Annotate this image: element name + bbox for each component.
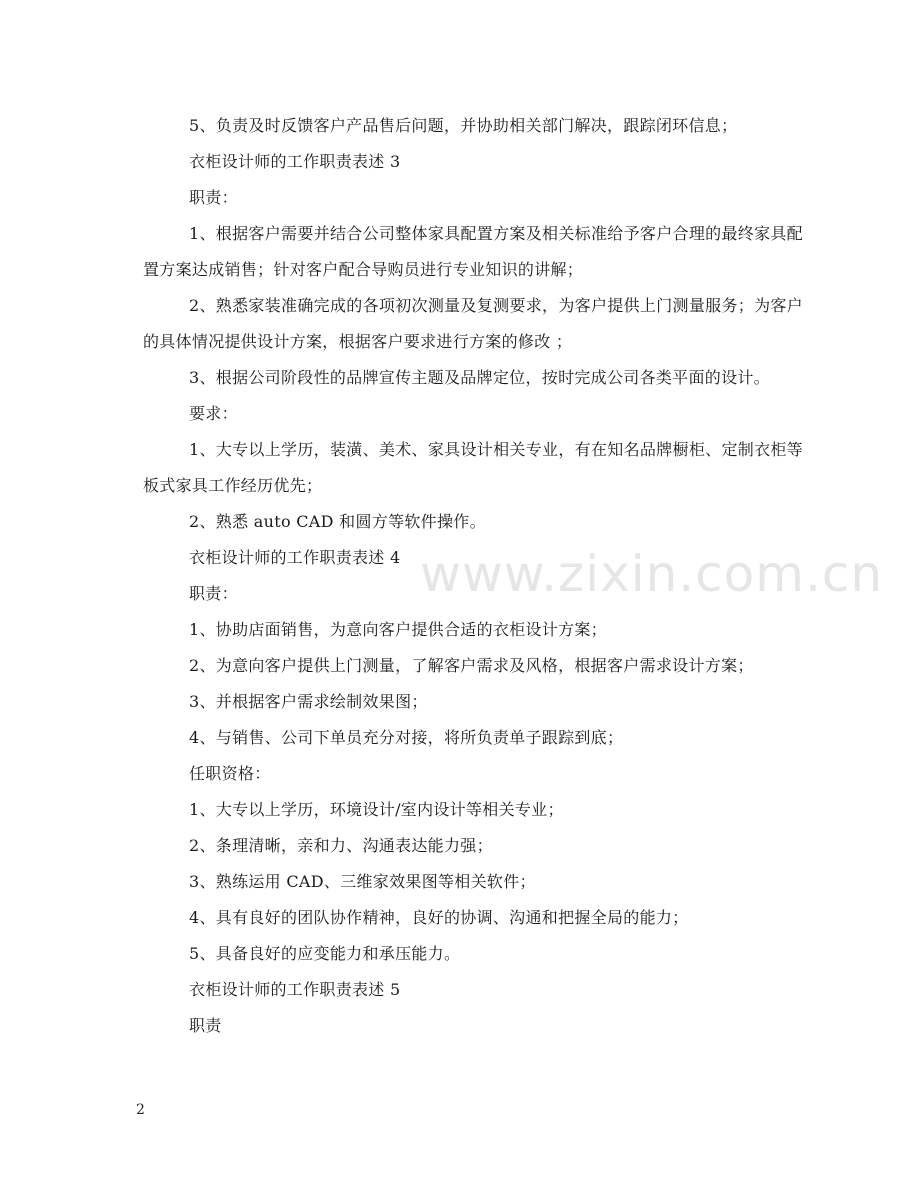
paragraph: 2、熟悉家装准确完成的各项初次测量及复测要求，为客户提供上门测量服务；为客户的具体情况提供设计方案，根据客户要求进行方案的修改 ； bbox=[143, 296, 803, 351]
paragraph: 3、根据公司阶段性的品牌宣传主题及品牌定位，按时完成公司各类平面的设计。 bbox=[189, 368, 770, 387]
section-heading: 衣柜设计师的工作职责表述 5 bbox=[189, 980, 401, 999]
document-body bbox=[143, 108, 803, 1044]
paragraph: 4、具有良好的团队协作精神，良好的协调、沟通和把握全局的能力； bbox=[189, 908, 689, 927]
subheading: 任职资格： bbox=[189, 764, 271, 783]
page-number: 2 bbox=[136, 1102, 145, 1118]
paragraph: 1、大专以上学历，环境设计/室内设计等相关专业； bbox=[189, 800, 564, 819]
paragraph: 5、具备良好的应变能力和承压能力。 bbox=[189, 944, 461, 963]
subheading: 职责 bbox=[189, 1016, 222, 1035]
paragraph: 5、负责及时反馈客户产品售后问题，并协助相关部门解决，跟踪闭环信息； bbox=[189, 116, 738, 135]
subheading: 要求： bbox=[189, 404, 238, 423]
paragraph: 4、与销售、公司下单员充分对接，将所负责单子跟踪到底； bbox=[189, 728, 624, 747]
paragraph: 3、并根据客户需求绘制效果图； bbox=[189, 692, 428, 711]
paragraph: 2、为意向客户提供上门测量，了解客户需求及风格，根据客户需求设计方案； bbox=[189, 656, 754, 675]
subheading: 职责： bbox=[189, 584, 238, 603]
paragraph: 1、协助店面销售，为意向客户提供合适的衣柜设计方案； bbox=[189, 620, 607, 639]
section-heading: 衣柜设计师的工作职责表述 3 bbox=[189, 152, 401, 171]
paragraph: 2、条理清晰，亲和力、沟通表达能力强； bbox=[189, 836, 493, 855]
watermark: www.zixin.com.cn bbox=[420, 545, 884, 603]
paragraph: 3、熟练运用 CAD、三维家效果图等相关软件； bbox=[189, 872, 536, 891]
section-heading: 衣柜设计师的工作职责表述 4 bbox=[189, 548, 401, 567]
paragraph: 2、熟悉 auto CAD 和圆方等软件操作。 bbox=[189, 512, 486, 531]
subheading: 职责： bbox=[189, 188, 238, 207]
paragraph: 1、根据客户需要并结合公司整体家具配置方案及相关标准给予客户合理的最终家具配置方案达成销售；针对客户配合导购员进行专业知识的讲解； bbox=[143, 224, 803, 279]
paragraph: 1、大专以上学历，装潢、美术、家具设计相关专业，有在知名品牌橱柜、定制衣柜等板式家具工作经历优先； bbox=[143, 440, 803, 495]
